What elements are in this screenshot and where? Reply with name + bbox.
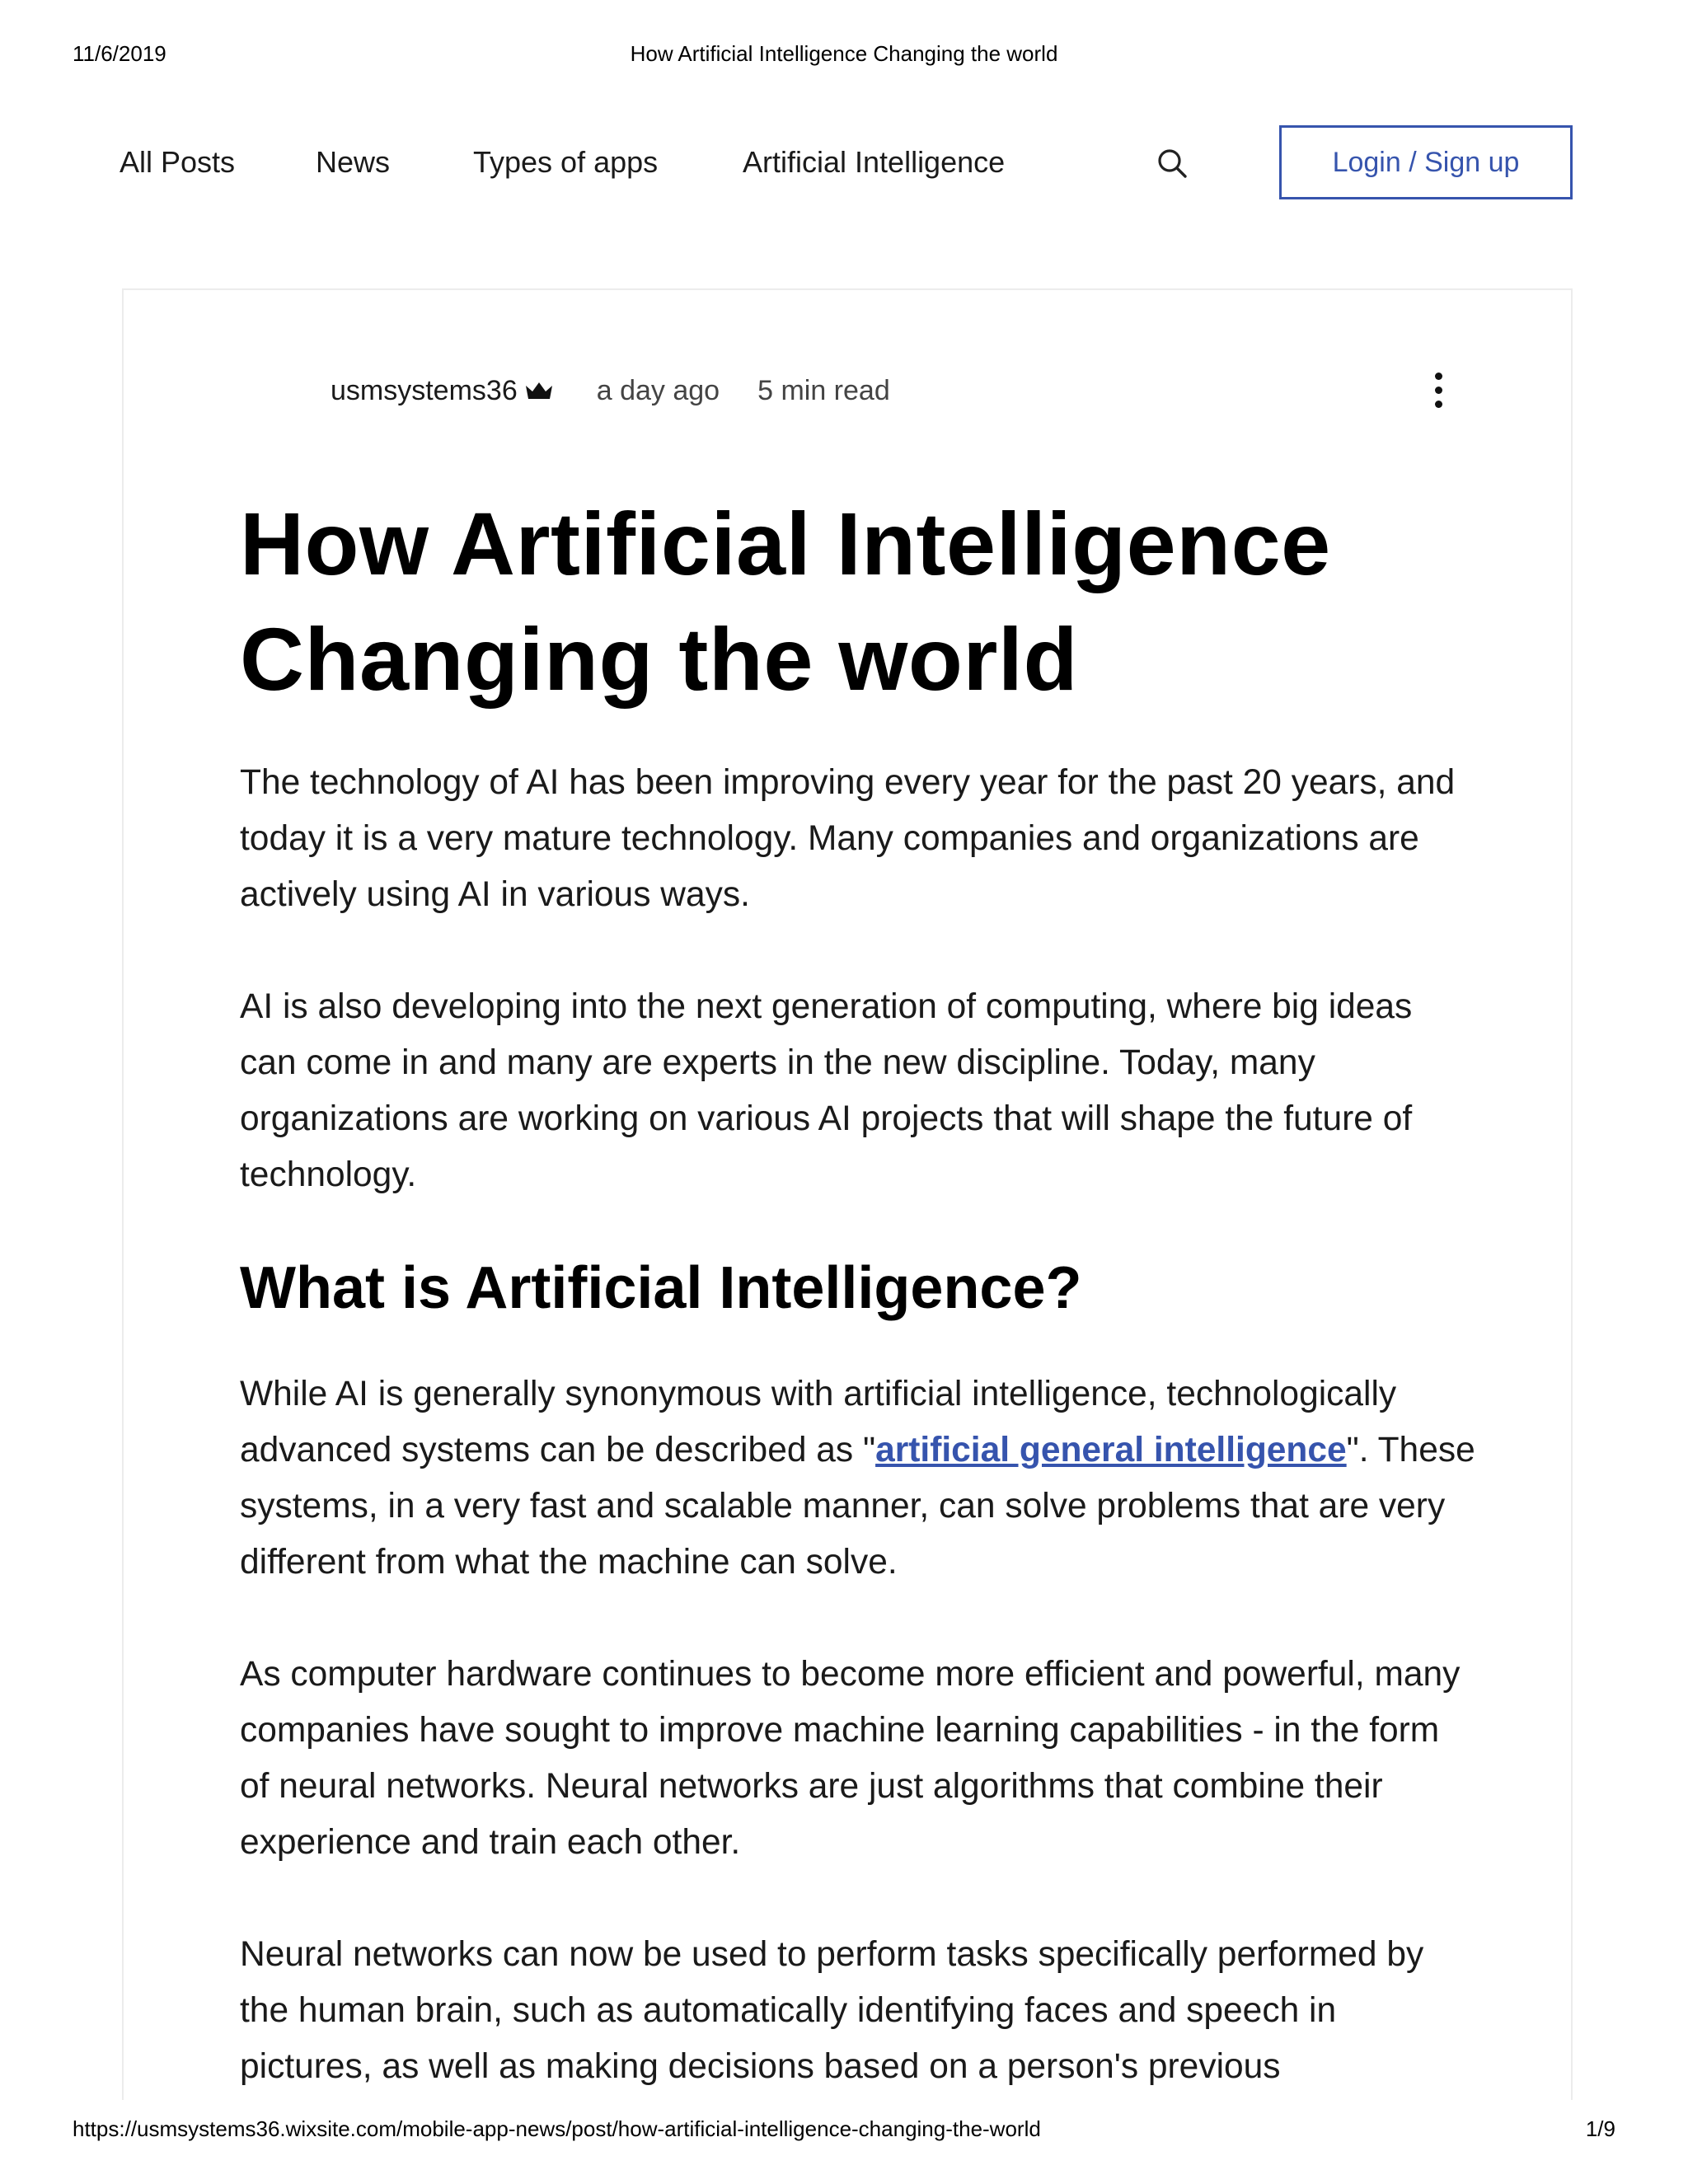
more-vertical-icon[interactable] [1423,373,1454,409]
nav-item-all-posts[interactable]: All Posts [120,145,236,179]
paragraph-3-after: ". These systems, in a very fast and scalable manner, can solve problems that are very different from what the machine can solve. [240,1431,1475,1582]
paragraph-1: The technology of AI has been improving every year for the past 20 years, and today it is a very mature technology. Many companies and organizations are actively using AI in various ways. [240,763,1456,914]
post-title [240,486,1476,717]
post-meta [331,373,890,409]
nav-item-types-of-apps[interactable]: Types of apps [473,145,659,179]
post-read-time: 5 min read [757,374,890,406]
paragraph-4: As computer hardware continues to become more efficient and powerful, many companies have sought to improve machine learning capabilities - in the form of neural networks. Neural networks are just algorithms that combine their experience and train each other. [240,1655,1461,1862]
author-name[interactable]: usmsystems36 [331,374,518,406]
agi-link[interactable]: artificial general intelligence [875,1431,1347,1469]
post-time-ago: a day ago [596,374,720,406]
crown-icon [524,379,554,402]
print-date: 11/6/2019 [73,41,166,66]
paragraph-5: Neural networks can now be used to perform tasks specifically performed by the human brain, such as automatically identifying faces and speech in pictures, as well as making decisions based on a person's previous [240,1935,1424,2086]
paragraph-3 [240,1366,1476,1591]
post-title-line-2: Changing the world [240,609,1078,709]
print-page-title: How Artificial Intelligence Changing the world [630,41,1058,66]
post-content [240,486,1476,2095]
post-title-line-1: How Artificial Intelligence [240,494,1331,593]
login-signup-button[interactable]: Login / Sign up [1279,125,1573,199]
paragraph-2: AI is also developing into the next generation of computing, where big ideas can come in and many are experts in the new discipline. Today, many organizations are working on various AI projects that will shape the future of technology. [240,987,1413,1194]
nav-item-news[interactable]: News [316,145,391,179]
print-footer-url: https://usmsystems36.wixsite.com/mobile-app-news/post/how-artificial-intelligence-changing-the-world [73,2116,1041,2141]
section-heading: What is Artificial Intelligence? [240,1255,1082,1321]
paragraph-3-before: While AI is generally synonymous with artificial intelligence, technologically advanced systems can be described as " [240,1375,1397,1469]
print-page-number: 1/9 [1585,2116,1615,2141]
nav-item-artificial-intelligence[interactable]: Artificial Intelligence [743,145,1006,179]
